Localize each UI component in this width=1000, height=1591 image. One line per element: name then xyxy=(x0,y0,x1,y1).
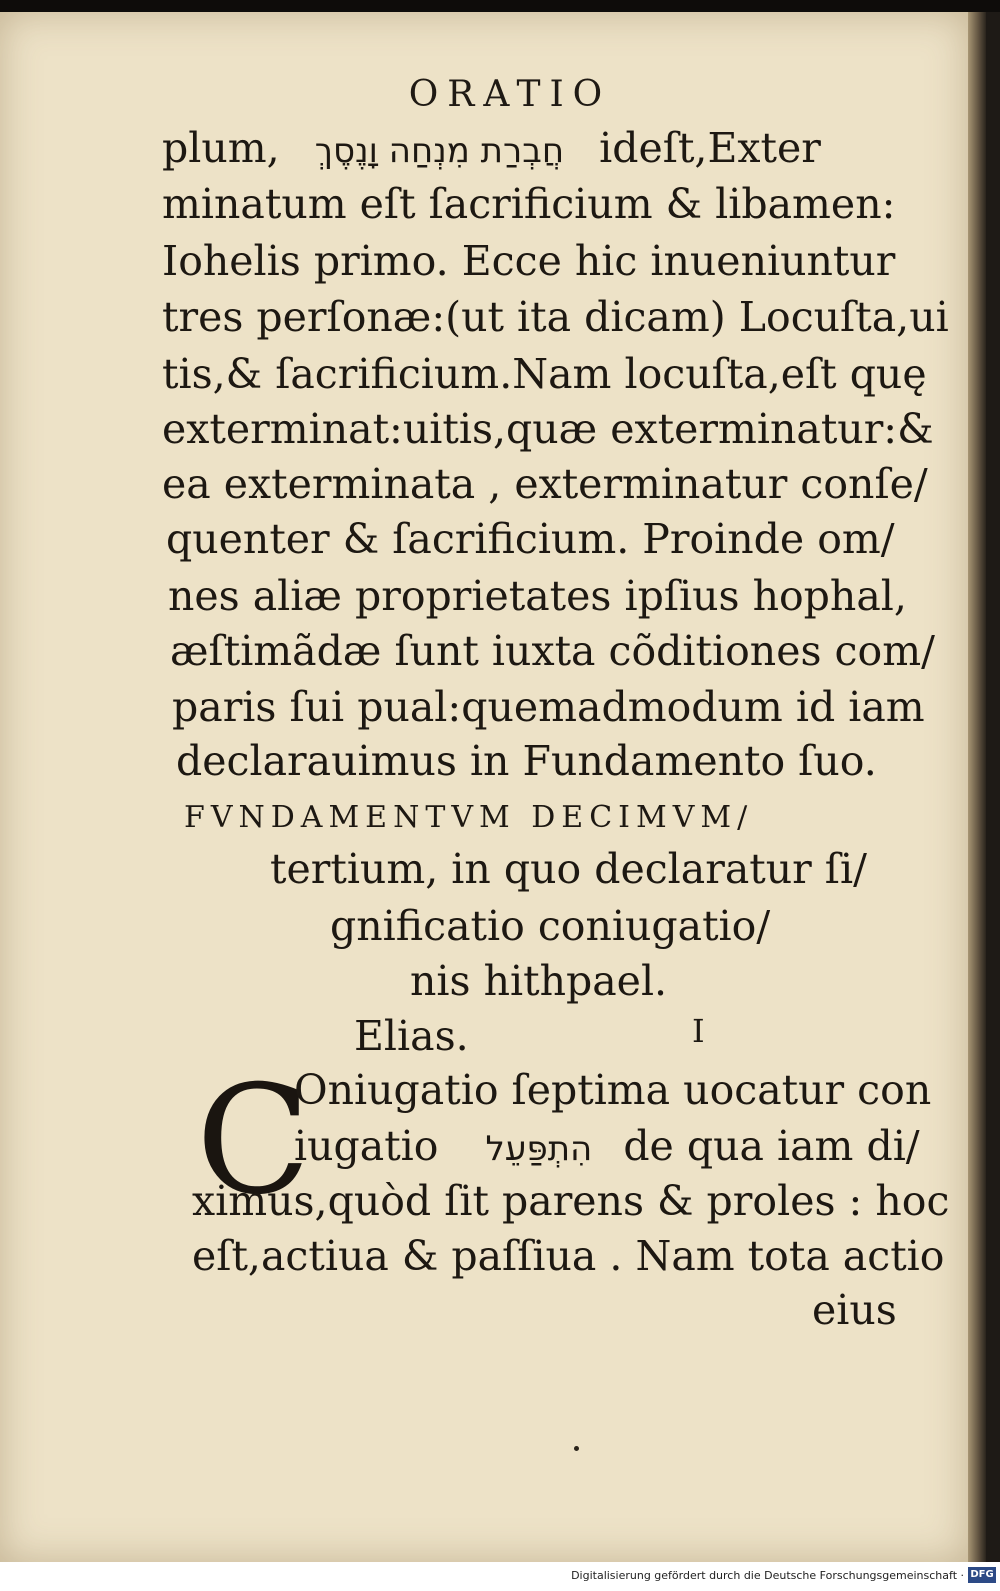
text-line-8: quenter & ſacrificium. Proinde om/ xyxy=(166,515,895,563)
text-line-14 xyxy=(294,1122,920,1170)
text-line-13: Oniugatio ſeptima uocatur con xyxy=(294,1066,932,1114)
text-line-16: eſt,actiua & paſſiua . Nam tota actio xyxy=(192,1232,945,1280)
page-edge xyxy=(968,12,986,1562)
text-line-6: exterminat:uitis,quæ exterminatur:& xyxy=(162,405,934,453)
text-line-5: tis,& ſacrificium.Nam locuſta,eſt quę xyxy=(162,350,927,398)
text-line-1 xyxy=(162,124,821,172)
text-line-4: tres perſonæ:(ut ita dicam) Locuſta,ui xyxy=(162,293,949,341)
dfg-logo: DFG xyxy=(968,1567,996,1583)
text-line-3: Iohelis primo. Ecce hic inueniuntur xyxy=(162,237,896,285)
hebrew-text: חֲבְרַת מִנְחַה וָנֶסֶךְ xyxy=(314,131,565,171)
running-head: ORATIO xyxy=(408,74,612,115)
text-line-2: minatum eſt ſacrificium & libamen: xyxy=(162,180,896,228)
speaker-number: I xyxy=(692,1012,705,1050)
text-line-12: declarauimus in Fundamento ſuo. xyxy=(176,737,877,785)
latin-text: de qua iam di/ xyxy=(623,1122,920,1170)
latin-text: iugatio xyxy=(294,1122,439,1170)
footer-bar xyxy=(0,1562,1000,1591)
section-subtitle-1: tertium, in quo declaratur ſi/ xyxy=(270,845,867,893)
section-subtitle-3: nis hithpael. xyxy=(410,957,668,1005)
top-edge xyxy=(0,0,1000,12)
drop-cap: C xyxy=(196,1054,311,1228)
footer-credit: Digitalisierung gefördert durch die Deutsche Forschungsgemeinschaft · xyxy=(571,1569,964,1582)
text-line-7: ea exterminata , exterminatur conſe/ xyxy=(162,460,928,508)
text-line-10: æſtimãdæ ſunt iuxta cõditiones com/ xyxy=(170,627,935,675)
section-subtitle-2: gnificatio coniugatio/ xyxy=(330,902,771,950)
text-line-9: nes aliæ proprietates ipſius hophal, xyxy=(168,572,907,620)
text-line-15: ximus,quòd ſit parens & proles : hoc xyxy=(192,1177,950,1225)
ink-dot xyxy=(574,1446,579,1451)
latin-text: plum, xyxy=(162,124,280,172)
speaker-name: Elias. xyxy=(354,1012,469,1060)
catchword: eius xyxy=(812,1286,897,1334)
hebrew-text: הִתְפַּעֵל xyxy=(485,1129,593,1169)
text-line-11: paris ſui pual:quemadmodum id iam xyxy=(172,683,925,731)
section-heading: FVNDAMENTVM DECIMVM/ xyxy=(184,800,754,835)
latin-text: ideſt,Exter xyxy=(599,124,821,172)
